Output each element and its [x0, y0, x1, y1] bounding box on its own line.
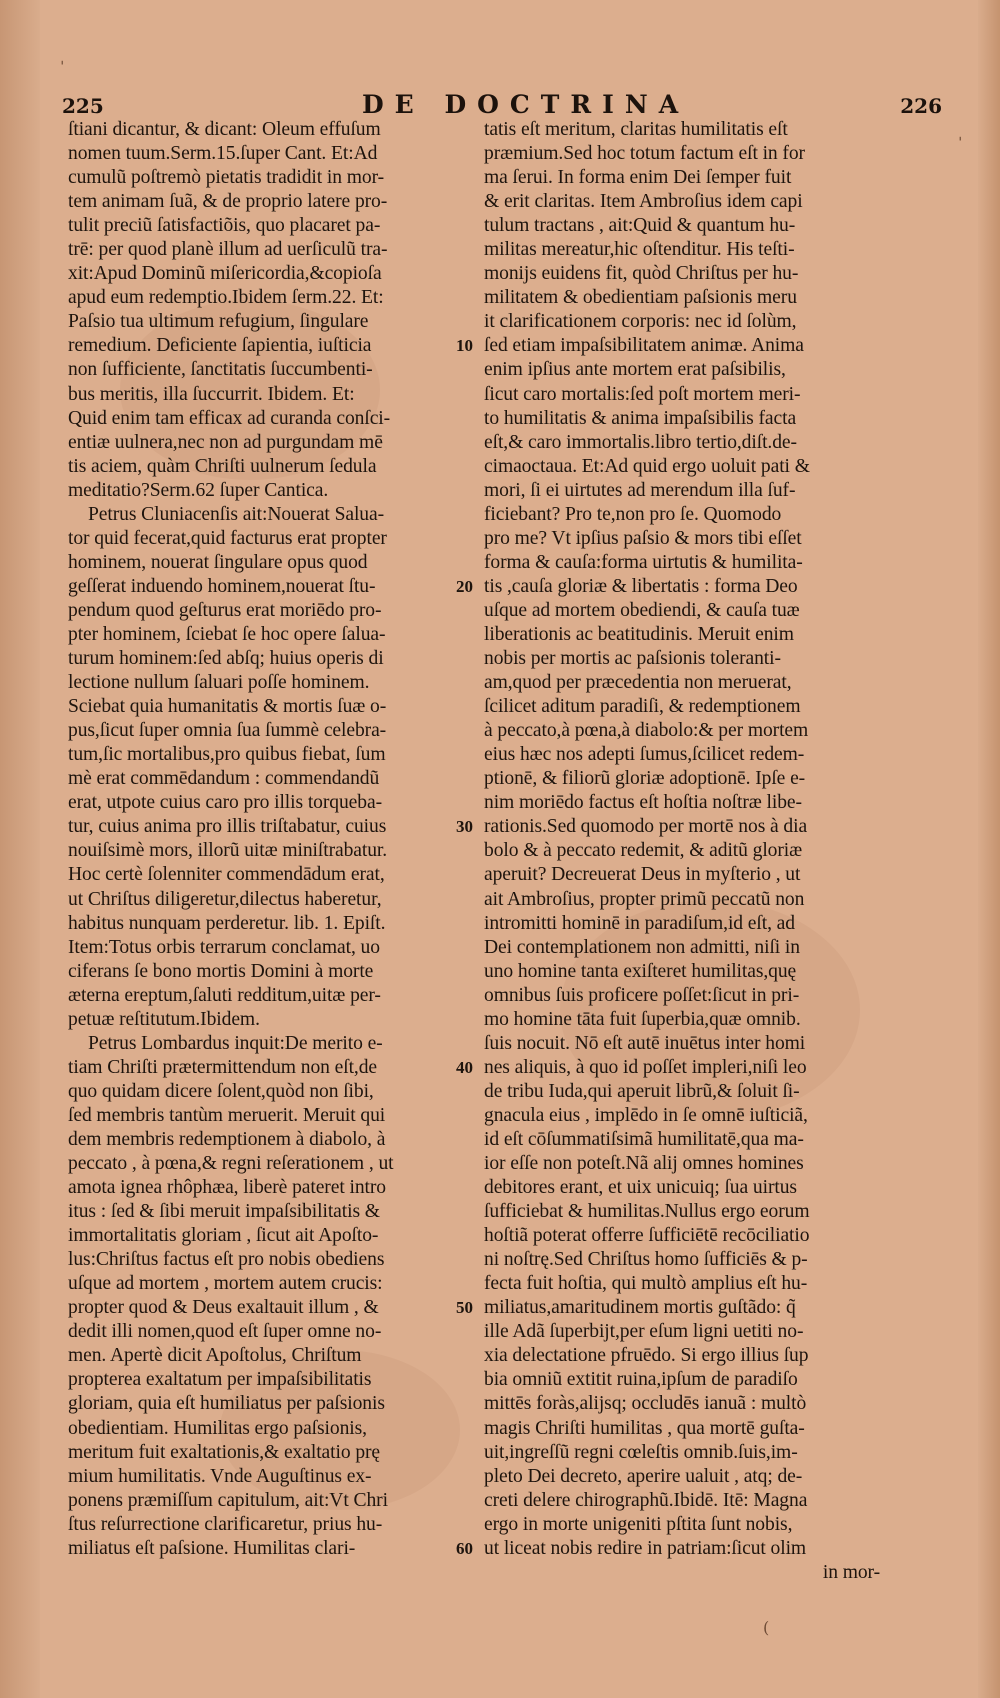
text-line: id eſt cōſummatiſsimã humilitatē,qua ma- [484, 1128, 804, 1150]
line-number: 60 [456, 1538, 473, 1558]
text-line: dem membris redemptionem à diabolo, à [68, 1128, 386, 1150]
text-line: mittēs foràs,alijsq; occludēs ianuã : multò [484, 1393, 807, 1415]
text-line: tem animam ſuã, & de proprio latere pro- [68, 191, 388, 213]
text-line: uſque ad mortem , mortem autem crucis: [68, 1273, 383, 1295]
text-line: entiæ uulnera,nec non ad purgundam mē [68, 431, 383, 453]
text-line: magis Chriſti humilitas , qua mortē guſta- [484, 1417, 805, 1439]
text-line: Hoc certè ſolenniter commendādum erat, [68, 864, 385, 886]
text-line: gnacula eius , implēdo in ſe omnē iuſticiã, [484, 1104, 808, 1126]
text-line: cimaoctaua. Et:Ad quid ergo uoluit pati & [484, 455, 810, 477]
text-line: ſtus reſurrectione clarificaretur, prius hu- [68, 1513, 383, 1535]
text-line: remedium. Deficiente ſapientia, iuſticia [68, 335, 372, 357]
text-line: nes aliquis, à quo id poſſet impleri,niſi leo [484, 1056, 807, 1078]
text-line: amota ignea rhôphæa, liberè pateret intro [68, 1177, 386, 1199]
text-line: it clarificationem corporis: nec id ſolùm, [484, 311, 797, 333]
text-line: pter hominem, ſciebat ſe hoc opere ſalua- [68, 623, 386, 645]
text-line: mium humilitatis. Vnde Auguſtinus ex- [68, 1465, 372, 1487]
text-line: ergo in morte unigeniti pſtita ſunt nobis, [484, 1513, 793, 1535]
text-line: hoſtiã poterat offerre ſufficiētē recōciliatio [484, 1225, 810, 1247]
text-line: ptionē, & filiorũ gloriæ adoptionē. Ipſe e- [484, 768, 806, 790]
text-line: cumulũ poſtremò pietatis tradidit in mor- [68, 167, 385, 189]
text-line: lectione nullum ſaluari poſſe hominem. [68, 672, 370, 694]
text-line: petuæ reſtitutum.Ibidem. [68, 1008, 260, 1030]
text-line: propter quod & Deus exaltauit illum , & [68, 1297, 379, 1319]
text-line: xit:Apud Dominũ miſericordia,&copioſa [68, 263, 382, 285]
text-line: ni noſtrę.Sed Chriſtus homo ſufficiēs & p- [484, 1249, 808, 1271]
text-line: creti delere chirographũ.Ibidē. Itē: Magna [484, 1489, 808, 1511]
text-line: tor quid fecerat,quid facturus erat propter [68, 527, 387, 549]
text-line: ſufficiebat & humilitas.Nullus ergo eorum [484, 1201, 810, 1223]
text-line: ſcilicet aditum paradiſi, & redemptionem [484, 696, 801, 718]
text-line: miliatus eſt paſsione. Humilitas clari- [68, 1537, 356, 1559]
text-line: debitores erant, et uix unicuiq; ſua uirtus [484, 1177, 797, 1199]
text-line: tis aciem, quàm Chriſti uulnerum ſedula [68, 455, 377, 477]
text-line: & erit claritas. Item Ambroſius idem capi [484, 191, 803, 213]
line-number: 20 [456, 576, 473, 596]
line-number: 40 [456, 1057, 473, 1077]
text-line: ſuis nocuit. Nō eſt autē inuētus inter homi [484, 1032, 806, 1054]
text-line: militatem & obedientiam paſsionis meru [484, 287, 797, 309]
text-line: ſed etiam impaſsibilitatem animæ. Anima [484, 335, 804, 357]
text-line: ciferans ſe bono mortis Domini à morte [68, 960, 374, 982]
text-line: ma ſerui. In forma enim Dei ſemper fuit [484, 167, 792, 189]
text-line: pus,ſicut ſuper omnia ſua ſummè celebra- [68, 720, 387, 742]
text-line: Petrus Lombardus inquit:De merito e- [88, 1032, 383, 1054]
line-number: 10 [456, 336, 473, 356]
text-line: rationis.Sed quomodo per mortē nos à dia [484, 816, 808, 838]
text-line: tis ,cauſa gloriæ & libertatis : forma Deo [484, 575, 798, 597]
left-page-number: 225 [62, 94, 104, 118]
text-line: nouiſsimè mors, illorũ uitæ miniſtrabatur. [68, 840, 388, 862]
text-line: ut liceat nobis redire in patriam:ſicut olim [484, 1537, 807, 1559]
text-line: to humilitatis & anima impaſsibilis facta [484, 407, 797, 429]
text-line: pro me? Vt ipſius paſsio & mors tibi eſſet [484, 527, 802, 549]
page-outer-edge [0, 0, 40, 1698]
right-text-column [484, 118, 892, 1585]
text-line: Petrus Cluniacenſis ait:Nouerat Salua- [88, 503, 385, 525]
text-line: bia omniũ extitit ruina,ipſum de paradiſo [484, 1369, 798, 1391]
text-line: pleto Dei decreto, aperire ualuit , atq; de- [484, 1465, 803, 1487]
text-line: itus : ſed & ſibi meruit impaſsibilitatis & [68, 1201, 380, 1223]
text-line: ponens præmiſſum capitulum, ait:Vt Chri [68, 1489, 388, 1511]
text-line: monijs euidens fit, quòd Chriſtus per hu- [484, 263, 799, 285]
page-gutter-shadow [978, 0, 1000, 1698]
line-number: 30 [456, 817, 473, 837]
text-line: forma & cauſa:forma uirtutis & humilita- [484, 551, 803, 573]
right-page-number: 226 [900, 94, 942, 118]
text-line: uit,ingreſſũ regni cœleſtis omnib.ſuis,im- [484, 1441, 798, 1463]
text-line: eius hæc nos adepti ſumus,ſcilicet redem- [484, 744, 805, 766]
text-line: omnibus ſuis proficere poſſet:ſicut in pri- [484, 984, 800, 1006]
margin-pen-mark: ( [763, 1618, 770, 1637]
text-line: æterna ereptum,ſaluti redditum,uitæ per- [68, 984, 381, 1006]
text-line: à peccato,à pœna,à diabolo:& per mortem [484, 720, 809, 742]
text-line: ut Chriſtus diligeretur,dilectus haberetur, [68, 888, 382, 910]
text-line: de tribu Iuda,qui aperuit librũ,& ſoluit ſi- [484, 1080, 800, 1102]
text-line: quo quidam dicere ſolent,quòd non ſibi, [68, 1080, 374, 1102]
text-line: præmium.Sed hoc totum factum eſt in for [484, 143, 805, 165]
text-line: aperuit? Decreuerat Deus in myſterio , ut [484, 864, 801, 886]
text-line: tatis eſt meritum, claritas humilitatis eſt [484, 119, 788, 140]
text-line: Dei contemplationem non admitti, niſi in [484, 936, 800, 958]
text-line: geſſerat induendo hominem,nouerat ſtu- [68, 575, 376, 597]
text-line: gloriam, quia eſt humiliatus per paſsionis [68, 1393, 385, 1415]
text-line: uno homine tanta exiſteret humilitas,quę [484, 960, 797, 982]
text-line: Paſsio tua ultimum refugium, ſingulare [68, 311, 369, 333]
text-line: am,quod per præcedentia non meruerat, [484, 672, 792, 694]
text-line: Quid enim tam efficax ad curanda conſci- [68, 407, 391, 429]
text-line: miliatus,amaritudinem mortis guſtãdo: q̃ [484, 1297, 796, 1319]
text-line: habitus nunquam perderetur. lib. 1. Epiſt. [68, 912, 386, 934]
text-line: tiam Chriſti prætermittendum non eſt,de [68, 1056, 378, 1078]
text-line: in mor- [822, 1561, 880, 1583]
text-line: ſicut caro mortalis:ſed poſt mortem meri- [484, 383, 801, 405]
text-line: mè erat commēdandum : commendandũ [68, 768, 380, 790]
text-line: meditatio?Serm.62 ſuper Cantica. [68, 479, 329, 501]
text-line: ſtiani dicantur, & dicant: Oleum effuſum [68, 119, 381, 140]
text-line: turum hominem:ſed abſq; huius operis di [68, 648, 384, 670]
text-line: mori, ſi ei uirtutes ad merendum illa ſuf- [484, 479, 796, 501]
text-line: propterea exaltatum per impaſsibilitatis [68, 1369, 372, 1391]
text-line: xia delectatione pfruēdo. Si ergo illius ſup [484, 1345, 809, 1367]
margin-pen-mark: ˈ [958, 134, 963, 153]
text-line: peccato , à pœna,& regni reſerationem , ut [68, 1153, 394, 1175]
left-text-column [68, 118, 476, 1561]
line-number: 50 [456, 1298, 473, 1318]
text-line: men. Apertè dicit Apoſtolus, Chriſtum [68, 1345, 362, 1367]
text-line: dedit illi nomen,quod eſt ſuper omne no- [68, 1321, 382, 1343]
text-line: non ſufficiente, ſanctitatis ſuccumbenti- [68, 359, 373, 381]
text-line: tulum tractans , ait:Quid & quantum hu- [484, 215, 796, 237]
text-line: tur, cuius anima pro illis triſtabatur, cuius [68, 816, 387, 838]
text-line: bus meritis, illa ſuccurrit. Ibidem. Et: [68, 383, 355, 405]
text-line: nobis per mortis ac paſsionis toleranti- [484, 648, 781, 670]
text-line: nomen tuum.Serm.15.ſuper Cant. Et:Ad [68, 143, 378, 165]
text-line: liberationis ac beatitudinis. Meruit enim [484, 623, 794, 645]
text-line: eſt,& caro immortalis.libro tertio,diſt.de- [484, 431, 797, 453]
text-line: ſed membris tantùm meruerit. Meruit qui [68, 1104, 386, 1126]
text-line: enim ipſius ante mortem erat paſsibilis, [484, 359, 786, 381]
text-line: intromitti hominē in paradiſum,id eſt, ad [484, 912, 795, 934]
text-line: Sciebat quia humanitatis & mortis ſuæ o- [68, 696, 387, 718]
text-line: lus:Chriſtus factus eſt pro nobis obediens [68, 1249, 385, 1271]
text-line: pendum quod geſturus erat moriēdo pro- [68, 599, 382, 621]
text-line: bolo & à peccato redemit, & aditũ gloriæ [484, 840, 803, 862]
text-line: nim moriēdo factus eſt hoſtia noſtræ libe- [484, 792, 802, 814]
text-line: fecta fuit hoſtia, qui multò amplius eſt hu- [484, 1273, 808, 1295]
text-line: meritum fuit exaltationis,& exaltatio prę [68, 1441, 381, 1463]
text-line: Item:Totus orbis terrarum conclamat, uo [68, 936, 380, 958]
text-line: ficiebant? Pro te,non pro ſe. Quomodo [484, 503, 782, 525]
text-line: erat, utpote cuius caro pro illis torqueba- [68, 792, 382, 814]
text-line: ait Ambroſius, propter primũ peccatũ non [484, 888, 805, 910]
text-line: militas mereatur,hic oſtenditur. His teſti- [484, 239, 795, 261]
text-line: obedientiam. Humilitas ergo paſsionis, [68, 1417, 367, 1439]
text-line: ior eſſe non poteſt.Nã alij omnes homines [484, 1153, 804, 1175]
text-line: hominem, nouerat ſingulare opus quod [68, 551, 368, 573]
text-line: ille Adã ſuperbijt,per eſum ligni uetiti no- [484, 1321, 804, 1343]
text-line: uſque ad mortem obediendi, & cauſa tuæ [484, 599, 800, 621]
text-line: mo homine tāta fuit ſuperbia,quæ omnib. [484, 1008, 801, 1030]
text-line: immortalitatis gloriam , ſicut ait Apoſto- [68, 1225, 379, 1247]
text-line: apud eum redemptio.Ibidem ſerm.22. Et: [68, 287, 384, 309]
text-line: tum,ſic mortalibus,pro quibus fiebat, ſum [68, 744, 386, 766]
margin-pen-mark: ˈ [60, 58, 65, 77]
text-line: trē: per quod planè illum ad uerſiculũ tra- [68, 239, 388, 261]
running-title: DE DOCTRINA [362, 90, 690, 119]
text-line: tulit preciũ ſatisfactiõis, quo placaret pa- [68, 215, 381, 237]
